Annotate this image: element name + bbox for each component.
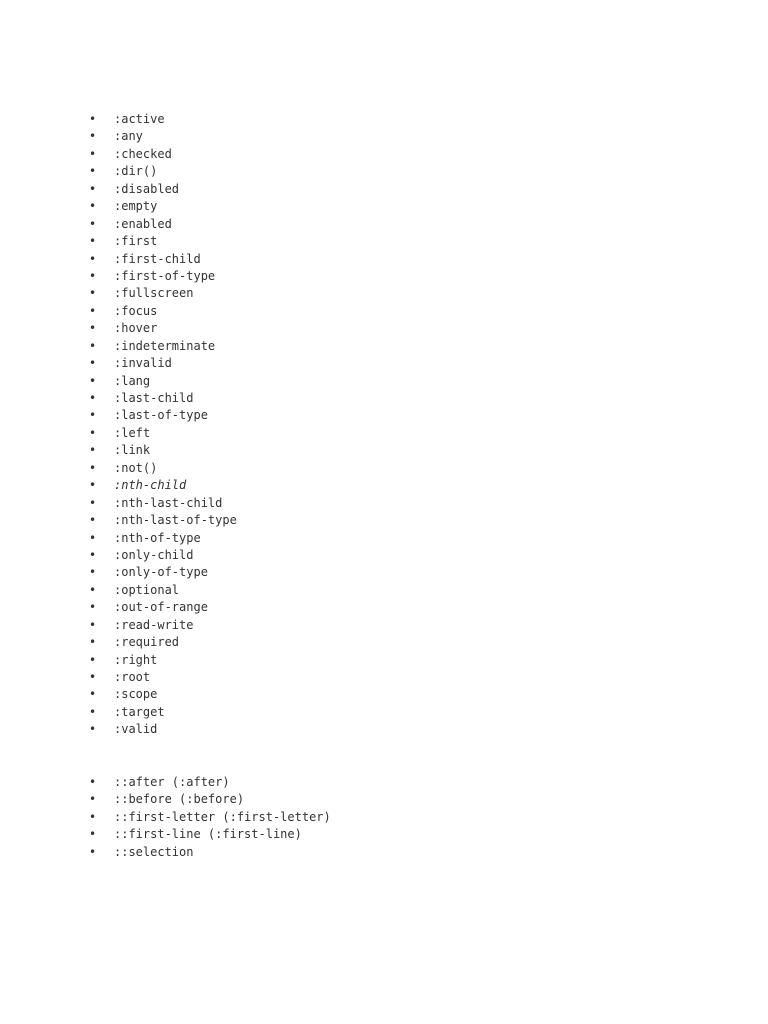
bullet-icon: • [89, 234, 97, 249]
bullet-icon: • [89, 513, 97, 528]
bullet-icon: • [89, 478, 97, 493]
bullet-icon: • [89, 775, 97, 789]
bullet-icon: • [89, 460, 97, 475]
bullet-icon: • [89, 181, 97, 196]
bullet-icon: • [89, 635, 97, 650]
bullet-icon: • [89, 722, 97, 737]
bullet-icon: • [89, 303, 97, 318]
list-item-text: :optional [114, 582, 180, 597]
list-item-text: :root [114, 670, 151, 684]
bullet-icon: • [89, 216, 97, 231]
list-item-text: :valid [114, 722, 158, 737]
list-item-text: :first-of-type [114, 268, 216, 283]
list-item-text: ::after (:after) [114, 775, 230, 789]
list-item-text: :enabled [114, 216, 172, 231]
bullet-icon: • [89, 268, 97, 283]
list-item-text: :not() [114, 460, 158, 475]
list-item-text: :invalid [114, 356, 172, 371]
list-item-text: :read-write [114, 617, 194, 632]
bullet-icon: • [89, 338, 97, 353]
bullet-icon: • [89, 129, 97, 144]
bullet-icon: • [89, 112, 97, 126]
list-item-text: ::first-letter (:first-letter) [114, 809, 331, 824]
list-item-text: :lang [114, 373, 151, 388]
list-item-text: :required [114, 635, 180, 650]
list-item-text: :nth-last-child [114, 495, 223, 510]
list-item-text: ::first-line (:first-line) [114, 827, 302, 842]
bullet-icon: • [89, 547, 97, 562]
bullet-icon: • [89, 199, 97, 214]
list-item-text: :fullscreen [114, 286, 194, 301]
bullet-icon: • [89, 792, 97, 807]
list-item-text: :last-of-type [114, 408, 208, 423]
list-item-text: :nth-of-type [114, 530, 201, 545]
bullet-icon: • [89, 373, 97, 388]
bullet-icon: • [89, 827, 97, 842]
bullet-icon: • [89, 530, 97, 545]
list-item-text: :only-of-type [114, 565, 208, 580]
bullet-icon: • [89, 356, 97, 371]
list-item-text: :right [114, 652, 158, 667]
list-item-text: :active [114, 112, 165, 126]
list-item-text: :focus [114, 303, 158, 318]
list-item-text: :indeterminate [114, 338, 216, 353]
list-item-text: :empty [114, 199, 158, 214]
bullet-icon: • [89, 251, 97, 266]
bullet-icon: • [89, 809, 97, 824]
bullet-icon: • [89, 495, 97, 510]
bullet-icon: • [89, 425, 97, 440]
bullet-icon: • [89, 443, 97, 458]
bullet-icon: • [89, 652, 97, 667]
list-item-text: :nth-last-of-type [114, 513, 237, 528]
bullet-icon: • [89, 146, 97, 161]
list-item-text: ::selection [114, 844, 194, 859]
bullet-icon: • [89, 704, 97, 719]
list-item-text: :dir() [114, 164, 158, 179]
list-item-text: :scope [114, 687, 158, 702]
bullet-icon: • [89, 321, 97, 336]
bullet-icon: • [89, 687, 97, 702]
list-item-text: :nth-child [114, 478, 187, 493]
bullet-icon: • [89, 844, 97, 859]
bullet-icon: • [89, 600, 97, 615]
list-item-text: :link [114, 443, 151, 458]
list-item-text: :disabled [114, 181, 180, 196]
list-item-text: :only-child [114, 547, 194, 562]
list-item-text: :first [114, 234, 158, 249]
list-item-text: :target [114, 704, 165, 719]
bullet-icon: • [89, 582, 97, 597]
bullet-icon: • [89, 391, 97, 405]
list-item-text: :left [114, 425, 151, 440]
bullet-icon: • [89, 286, 97, 301]
bullet-icon: • [89, 408, 97, 423]
list-item-text: :last-child [114, 391, 194, 405]
list-item-text: :first-child [114, 251, 201, 266]
list-item-text: :out-of-range [114, 600, 208, 615]
list-item-text: :any [114, 129, 143, 144]
list-item-text: :checked [114, 146, 172, 161]
list-item-text: :hover [114, 321, 158, 336]
list-item-text: ::before (:before) [114, 792, 245, 807]
bullet-icon: • [89, 670, 97, 684]
bullet-icon: • [89, 164, 97, 179]
bullet-icon: • [89, 565, 97, 580]
bullet-icon: • [89, 617, 97, 632]
